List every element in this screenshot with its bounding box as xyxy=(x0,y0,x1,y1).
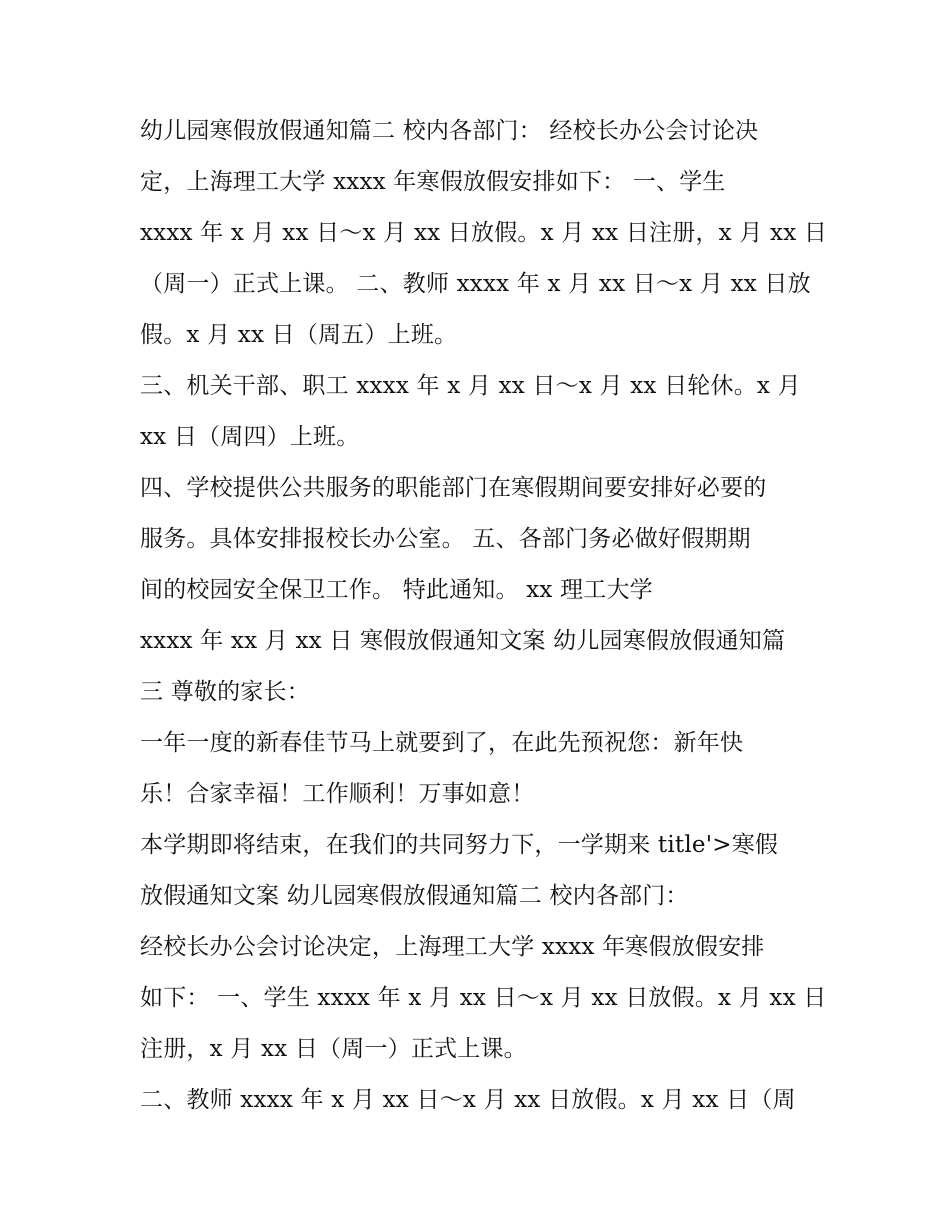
text-line: 定，上海理工大学 xxxx 年寒假放假安排如下： 一、学生 xyxy=(140,169,726,195)
text-line: xxxx 年 xx 月 xx 日 寒假放假通知文案 幼儿园寒假放假通知篇 xyxy=(140,628,786,654)
text-line: 本学期即将结束，在我们的共同努力下，一学期来 title'>寒假 xyxy=(140,832,779,858)
text-line: xxxx 年 x 月 xx 日～x 月 xx 日放假。x 月 xx 日注册，x 月 xx 日 xyxy=(140,220,828,246)
text-line: 三、机关干部、职工 xxxx 年 x 月 xx 日～x 月 xx 日轮休。x 月 xyxy=(140,373,801,399)
text-line: 服务。具体安排报校长办公室。 五、各部门务必做好假期期 xyxy=(140,526,751,552)
text-line: 乐！合家幸福！工作顺利！万事如意！ xyxy=(140,781,535,807)
text-line: 一年一度的新春佳节马上就要到了，在此先预祝您：新年快 xyxy=(140,730,744,756)
text-line: 经校长办公会讨论决定，上海理工大学 xxxx 年寒假放假安排 xyxy=(140,934,765,960)
text-line: 四、学校提供公共服务的职能部门在寒假期间要安排好必要的 xyxy=(140,475,767,501)
text-line: 二、教师 xxxx 年 x 月 xx 日～x 月 xx 日放假。x 月 xx 日（周 xyxy=(140,1087,796,1113)
text-line: 间的校园安全保卫工作。 特此通知。 xx 理工大学 xyxy=(140,577,653,603)
text-line: 如下： 一、学生 xxxx 年 x 月 xx 日～x 月 xx 日放假。x 月 xx 日 xyxy=(140,985,827,1011)
text-line: （周一）正式上课。 二、教师 xxxx 年 x 月 xx 日～x 月 xx 日放 xyxy=(140,271,811,297)
document-body xyxy=(140,106,830,1126)
text-line: 放假通知文案 幼儿园寒假放假通知篇二 校内各部门： xyxy=(140,883,689,909)
text-line: 注册，x 月 xx 日（周一）正式上课。 xyxy=(140,1036,527,1062)
text-line: 三 尊敬的家长： xyxy=(140,679,310,705)
text-line: 假。x 月 xx 日（周五）上班。 xyxy=(140,322,458,348)
text-line: 幼儿园寒假放假通知篇二 校内各部门： 经校长办公会讨论决 xyxy=(140,118,759,144)
text-line: xx 日（周四）上班。 xyxy=(140,424,360,450)
